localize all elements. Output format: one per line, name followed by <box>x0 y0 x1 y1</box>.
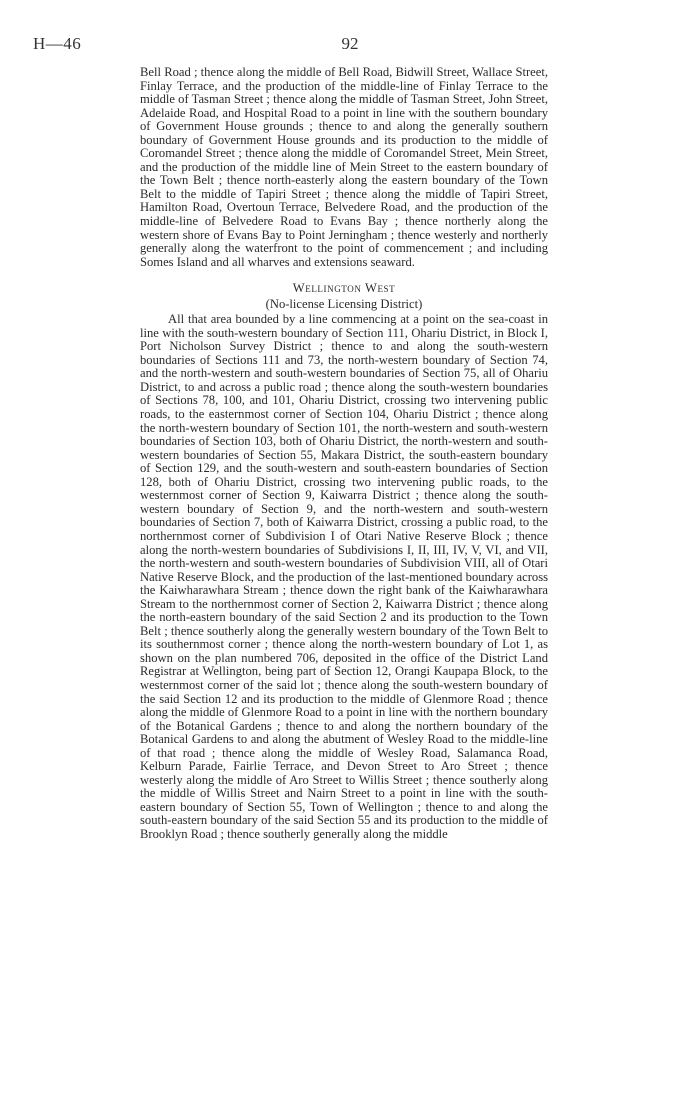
section-subheading: (No-license Licensing District) <box>265 297 423 312</box>
page-body <box>140 66 548 842</box>
continuation-paragraph: Bell Road ; thence along the middle of Bell Road, Bidwill Street, Wallace Street, Finlay Terrace, and the production of the middle-line of Finlay Terrace to the middle of Tasman Street ; thence along the middle of Tasman Street, John Street, Adelaide Road, and Hospital Road to a point in line with the southern boundary of Government House grounds ; thence to and along the generally southern boundary of Government House grounds and its production to the middle of Coromandel Street ; thence along the middle of Coromandel Street, Mein Street, and the production of the middle line of Mein Street to the eastern boundary of the Town Belt ; thence north-easterly along the eastern boundary of the Town Belt to the middle of Tapiri Street ; thence along the middle of Tapiri Street, Hamilton Road, Overtoun Terrace, Belvedere Road, and the production of the middle-line of Belvedere Road to Evans Bay ; thence northerly along the western shore of Evans Bay to Point Jerningham ; thence westerly and northerly generally along the waterfront to the point of commencement ; and including Somes Island and all wharves and extensions seaward. <box>140 65 548 269</box>
page-number: 92 <box>341 34 359 53</box>
page-reference: H—46 <box>33 34 82 53</box>
page-header <box>0 34 700 58</box>
section-heading: Wellington West <box>292 281 396 296</box>
section-paragraph: All that area bounded by a line commencing at a point on the sea-coast in line with the south-western boundary of Section 111, Ohariu District, in Block I, Port Nicholson Survey District ; thence to and along the south-western boundaries of Sections 111 and 73, the north-western boundary of Section 74, and the north-western and south-western boundaries of Section 75, all of Ohariu District, to and across a public road ; thence along the south-western boundaries of Sections 78, 100, and 101, Ohariu District, crossing two intervening public roads, to the easternmost corner of Section 104, Ohariu District ; thence along the north-western boundary of Section 101, the north-western and south-western boundaries of Section 103, both of Ohariu District, the north-western and south-western boundaries of Section 55, Makara District, the south-eastern boundary of Section 129, and the south-western and south-eastern boundaries of Section 128, both of Ohariu District, crossing two intervening public roads, to the westernmost corner of Section 9, Kaiwarra District ; thence along the south-western boundary of Section 9, and the north-western and south-western boundaries of Section 7, both of Kaiwarra District, crossing a public road, to the northernmost corner of Subdivision I of Otari Native Reserve Block ; thence along the north-western boundaries of Subdivisions I, II, III, IV, V, VI, and VII, the north-western and south-western boundaries of Subdivision VIII, all of Otari Native Reserve Block, and the production of the last-mentioned boundary across the Kaiwharawhara Stream ; thence down the right bank of the Kaiwharawhara Stream to the northernmost corner of Section 2, Kaiwarra District ; thence along the north-eastern boundary of the said Section 2 and its production to the Town Belt ; thence southerly along the generally western boundary of the Town Belt to its southernmost corner ; thence along the north-western boundary of Lot 1, as shown on the plan numbered 706, deposited in the office of the District Land Registrar at Wellington, being part of Section 12, Orangi Kaupapa Block, to the westernmost corner of the said lot ; thence along the south-western boundary of the said Section 12 and its production to the middle of Glenmore Road ; thence along the middle of Glenmore Road to a point in line with the northern boundary of the Botanical Gardens ; thence to and along the northern boundary of the Botanical Gardens to and along the abutment of Wesley Road to the middle-line of that road ; thence along the middle of Wesley Road, Salamanca Road, Kelburn Parade, Fairlie Terrace, and Devon Street to Aro Street ; thence westerly along the middle of Aro Street to Willis Street ; thence southerly along the middle of Willis Street and Nairn Street to a point in line with the south-eastern boundary of Section 55, Town of Wellington ; thence to and along the south-eastern boundary of the said Section 55 and its production to the middle of Brooklyn Road ; thence southerly generally along the middle <box>140 312 548 841</box>
